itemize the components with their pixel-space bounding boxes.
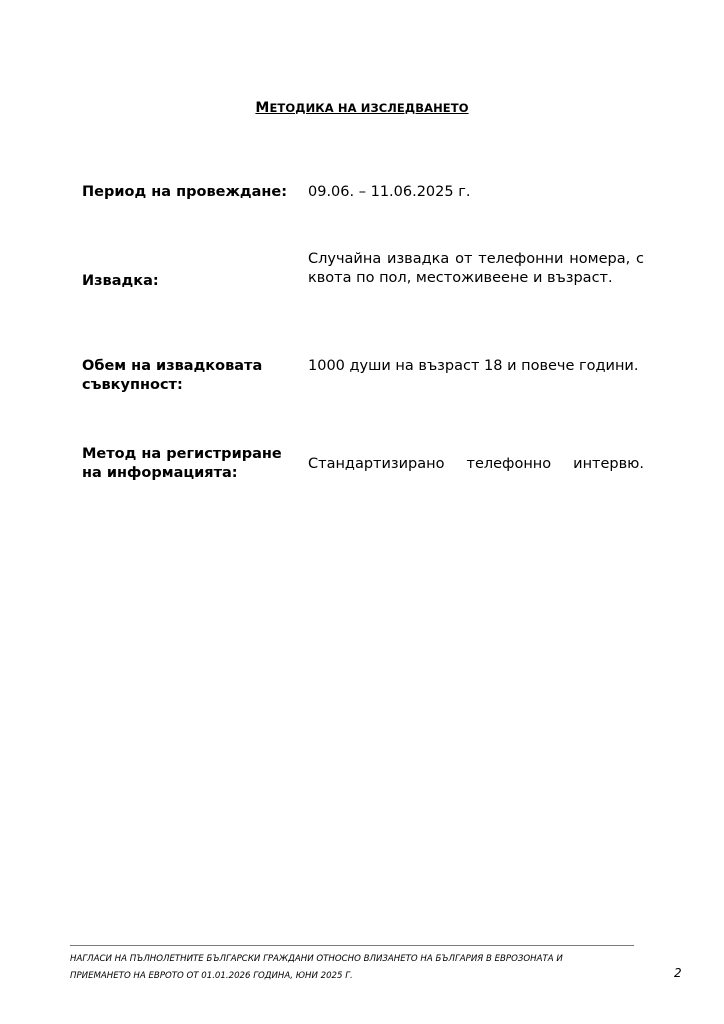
page-title (0, 100, 724, 116)
footer-line-2: ПРИЕМАНЕТО НА ЕВРОТО ОТ 01.01.2026 ГОДИНА, ЮНИ 2025 Г. (70, 971, 353, 981)
footer-line-1: НАГЛАСИ НА ПЪЛНОЛЕТНИТЕ БЪЛГАРСКИ ГРАЖДАНИ ОТНОСНО ВЛИЗАНЕТО НА БЪЛГАРИЯ В ЕВРОЗОНАТА И (70, 954, 563, 964)
sample-size-value: 1000 души на възраст 18 и повече години. (308, 358, 639, 374)
footer-text (70, 951, 630, 985)
sample-label: Извадка: (82, 273, 159, 289)
sample-value: Случайна извадка от телефонни номера, с квота по пол, местоживеене и възраст. (308, 251, 644, 286)
method-label: Метод на регистриране на информацията: (82, 446, 282, 481)
period-value: 09.06. – 11.06.2025 г. (308, 184, 471, 200)
method-value: Стандартизирано телефонно интервю. (308, 456, 644, 472)
period-label: Период на провеждане: (82, 184, 288, 200)
footer-divider (70, 945, 634, 946)
sample-size-label: Обем на извадковата съвкупност: (82, 358, 263, 393)
page-number: 2 (674, 966, 682, 980)
page-title-rest: ЕТОДИКА НА ИЗСЛЕДВАНЕТО (269, 101, 469, 115)
page-title-initial: М (255, 100, 270, 116)
